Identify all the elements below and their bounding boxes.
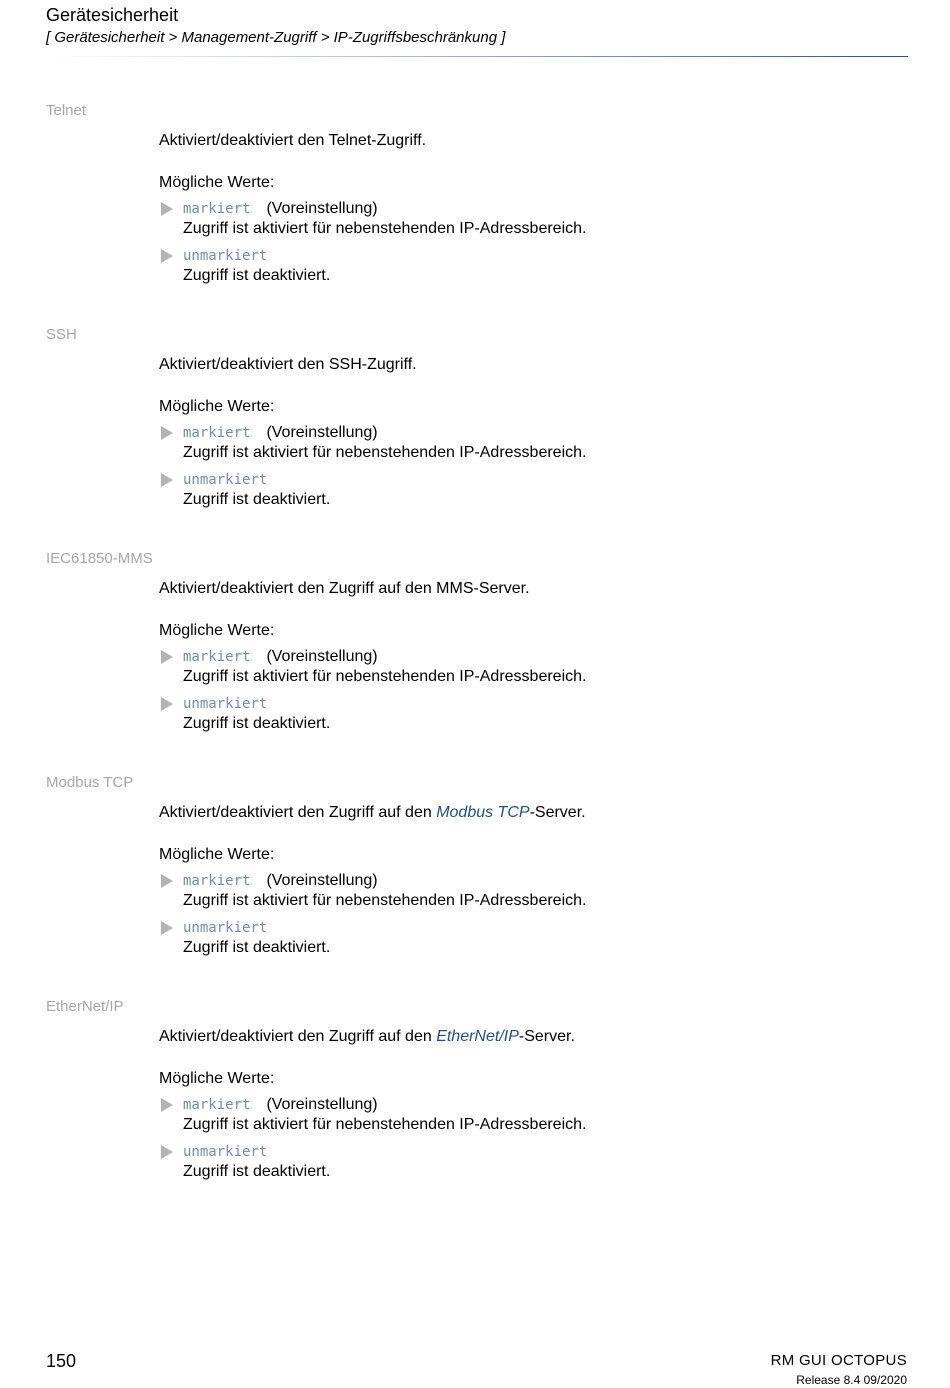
default-note: (Voreinstellung) xyxy=(266,200,378,217)
option-description: Zugriff ist aktiviert für nebenstehenden IP-Adressbereich. xyxy=(183,220,587,237)
option-value: unmarkiert xyxy=(183,696,268,712)
document-name: RM GUI OCTOPUS xyxy=(770,1352,907,1369)
option-description: Zugriff ist aktiviert für nebenstehenden IP-Adressbereich. xyxy=(183,1116,587,1133)
option-value: unmarkiert xyxy=(183,472,268,488)
section-description xyxy=(159,131,426,151)
description-text: Aktiviert/deaktiviert den Zugriff auf den MMS-Server. xyxy=(159,580,530,597)
section-description xyxy=(159,579,530,599)
bullet-arrow-icon xyxy=(161,249,173,263)
option-value: unmarkiert xyxy=(183,920,268,936)
page-header xyxy=(46,4,908,48)
option-value: markiert xyxy=(183,425,251,441)
description-text: Aktiviert/deaktiviert den Zugriff auf den xyxy=(159,804,437,821)
option-description: Zugriff ist aktiviert für nebenstehenden IP-Adressbereich. xyxy=(183,892,587,909)
option-value: markiert xyxy=(183,649,251,665)
description-text: Aktiviert/deaktiviert den SSH-Zugriff. xyxy=(159,356,417,373)
section-description xyxy=(159,1027,575,1047)
option-description: Zugriff ist deaktiviert. xyxy=(183,939,331,956)
bullet-arrow-icon xyxy=(161,426,173,440)
description-suffix: -Server. xyxy=(529,804,586,821)
description-link[interactable]: Modbus TCP xyxy=(436,804,530,821)
option-value: unmarkiert xyxy=(183,248,268,264)
footer-doc-info xyxy=(771,1352,907,1388)
description-suffix: -Server. xyxy=(518,1028,575,1045)
description-text: Aktiviert/deaktiviert den Telnet-Zugriff. xyxy=(159,132,427,149)
bullet-arrow-icon xyxy=(161,874,173,888)
bullet-arrow-icon xyxy=(161,650,173,664)
section-label: SSH xyxy=(46,326,77,343)
option-value: markiert xyxy=(183,201,251,217)
possible-values-label: Mögliche Werte: xyxy=(159,174,275,191)
release-info: Release 8.4 09/2020 xyxy=(796,1373,907,1387)
section-label: Telnet xyxy=(46,102,87,119)
option-description: Zugriff ist deaktiviert. xyxy=(183,715,331,732)
default-note: (Voreinstellung) xyxy=(266,424,378,441)
header-divider xyxy=(46,56,908,57)
possible-values-label: Mögliche Werte: xyxy=(159,622,275,639)
description-text: Aktiviert/deaktiviert den Zugriff auf den xyxy=(159,1028,437,1045)
section-label: EtherNet/IP xyxy=(46,998,124,1015)
page-title: Gerätesicherheit xyxy=(46,5,179,25)
option-description: Zugriff ist deaktiviert. xyxy=(183,267,331,284)
section-description xyxy=(159,355,417,375)
bullet-arrow-icon xyxy=(161,473,173,487)
possible-values-label: Mögliche Werte: xyxy=(159,1070,275,1087)
breadcrumb: [ Gerätesicherheit > Management-Zugriff > IP-Zugriffsbeschränkung ] xyxy=(46,29,506,46)
possible-values-label: Mögliche Werte: xyxy=(159,398,275,415)
default-note: (Voreinstellung) xyxy=(266,872,378,889)
description-link[interactable]: EtherNet/IP xyxy=(436,1028,519,1045)
page-number: 150 xyxy=(46,1351,77,1371)
bullet-arrow-icon xyxy=(161,202,173,216)
default-note: (Voreinstellung) xyxy=(266,1096,378,1113)
option-value: markiert xyxy=(183,1097,251,1113)
section-label: Modbus TCP xyxy=(46,774,134,791)
option-description: Zugriff ist aktiviert für nebenstehenden IP-Adressbereich. xyxy=(183,668,587,685)
bullet-arrow-icon xyxy=(161,921,173,935)
option-description: Zugriff ist deaktiviert. xyxy=(183,491,331,508)
bullet-arrow-icon xyxy=(161,1145,173,1159)
section-description xyxy=(159,803,586,823)
possible-values-label: Mögliche Werte: xyxy=(159,846,275,863)
section-label: IEC61850-MMS xyxy=(46,550,153,567)
default-note: (Voreinstellung) xyxy=(266,648,378,665)
option-description: Zugriff ist deaktiviert. xyxy=(183,1163,331,1180)
bullet-arrow-icon xyxy=(161,697,173,711)
option-value: markiert xyxy=(183,873,251,889)
bullet-arrow-icon xyxy=(161,1098,173,1112)
option-description: Zugriff ist aktiviert für nebenstehenden IP-Adressbereich. xyxy=(183,444,587,461)
option-value: unmarkiert xyxy=(183,1144,268,1160)
